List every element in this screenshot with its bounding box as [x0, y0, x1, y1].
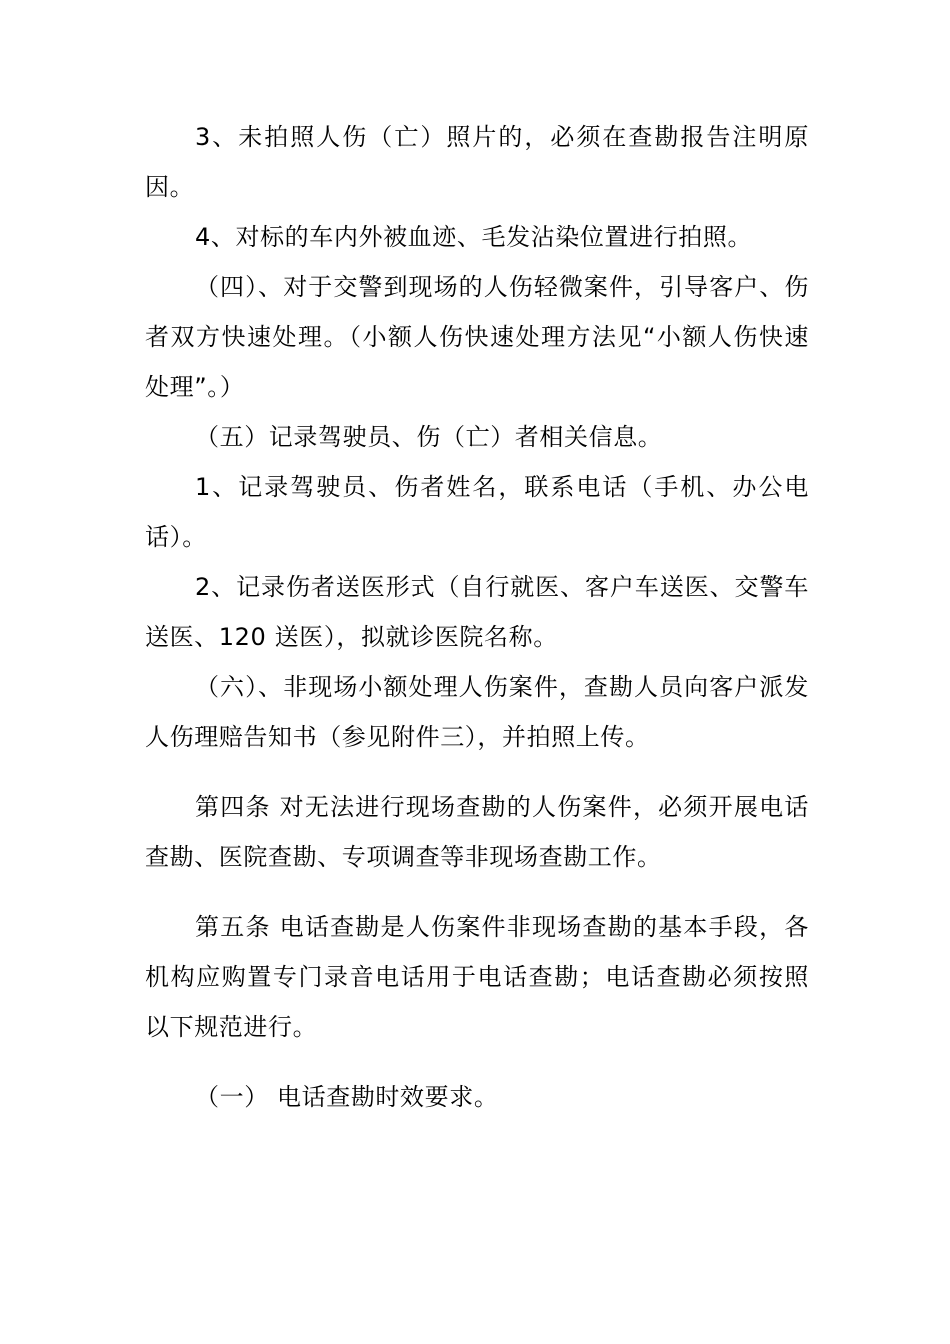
paragraph-article-4: 第四条 对无法进行现场查勘的人伤案件，必须开展电话查勘、医院查勘、专项调查等非现场查勘工作。: [145, 793, 809, 871]
paragraph-item-4: 4、对标的车内外被血迹、毛发沾染位置进行拍照。: [195, 223, 753, 251]
paragraph-item-2: 2、记录伤者送医形式（自行就医、客户车送医、交警车送医、120 送医），拟就诊医院名称。: [145, 573, 809, 651]
paragraph-section-5: （五）记录驾驶员、伤（亡）者相关信息。: [195, 423, 663, 451]
paragraph-section-6: （六）、非现场小额处理人伤案件，查勘人员向客户派发人伤理赔告知书（参见附件三），并拍照上传。: [145, 673, 809, 751]
paragraph-subsection-1: （一） 电话查勘时效要求。: [195, 1083, 499, 1111]
document-body: [145, 112, 809, 1122]
paragraph-item-1: 1、记录驾驶员、伤者姓名，联系电话（手机、办公电话）。: [145, 473, 809, 551]
paragraph-section-4: （四）、对于交警到现场的人伤轻微案件，引导客户、伤者双方快速处理。（小额人伤快速处理方法见“小额人伤快速处理”。）: [145, 273, 809, 401]
paragraph-article-5: 第五条 电话查勘是人伤案件非现场查勘的基本手段，各机构应购置专门录音电话用于电话查勘；电话查勘必须按照以下规范进行。: [145, 913, 809, 1041]
paragraph-item-3: 3、未拍照人伤（亡）照片的，必须在查勘报告注明原因。: [145, 123, 809, 201]
